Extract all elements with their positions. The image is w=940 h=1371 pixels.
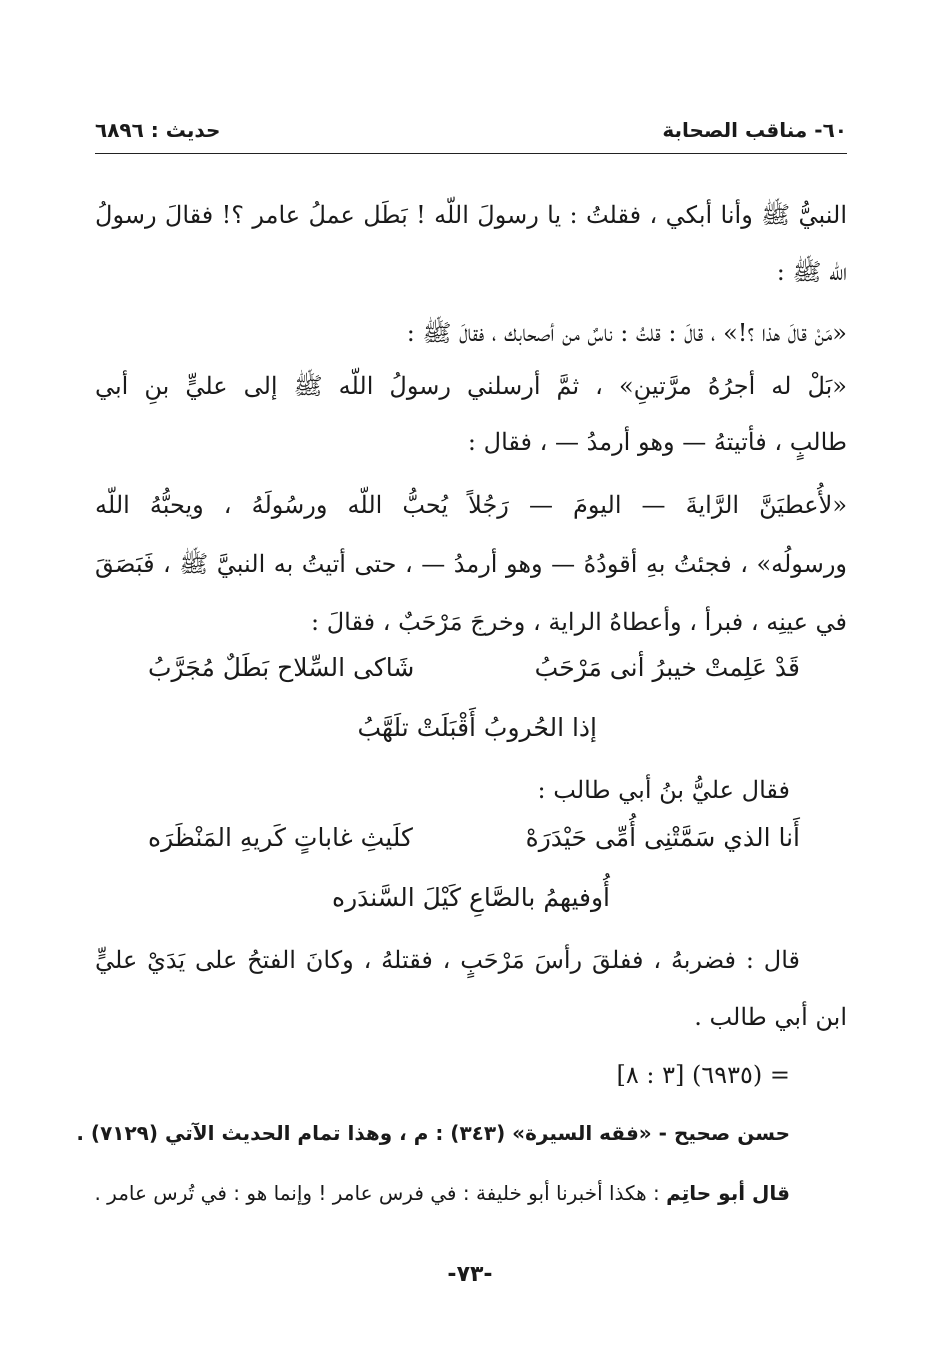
- verse-1-hemistich-left: شَاكى السِّلاح بَطَلٌ مُجَرَّبُ: [148, 653, 415, 682]
- body-line-2: اللّه ﷺ :: [776, 258, 847, 286]
- abu-hatim-note: [94, 1173, 790, 1213]
- body-line-9: قال : فضربهُ ، ففلقَ رأسَ مَرْحَبٍ ، فقتلهُ ، وكانَ الفتحُ على يَدَيْ عليٍّ: [95, 946, 800, 974]
- grading-note: حسن صحيح - «فقه السيرة» (٣٤٣) : م ، وهذا تمام الحديث الآتي (٧١٢٩) .: [76, 1121, 790, 1145]
- body-line-6: «لأُعطيَنَّ الرَّايةَ — اليومَ — رَجُلاً يُحبُّ اللّه ورسُولَهُ ، ويحبُّهُ اللّه: [95, 491, 847, 519]
- verse-2-hemistich-right: أَنا الذي سَمَّتْنِى أُمِّى حَيْدَرَهْ: [525, 823, 800, 852]
- verse-2-intro: فقال عليُّ بنُ أبي طالب :: [537, 776, 790, 804]
- header-rule: [95, 153, 847, 154]
- verse-1-tail: إذا الحُروبُ أَقْبَلَتْ تلَهَّبُ: [357, 713, 597, 742]
- abu-hatim-text: : هكذا أخبرنا أبو خليفة : في فرس عامر ! وإنما هو : في تُرس عامر .: [94, 1181, 667, 1205]
- body-line-4: «بَلْ له أجرُهُ مرَّتينِ» ، ثمَّ أرسلني رسولُ اللّه ﷺ إلى عليٍّ بنِ أبي: [95, 372, 847, 400]
- abu-hatim-label: قال أبو حاتِم: [666, 1181, 790, 1205]
- verse-1-hemistich-right: قَدْ عَلِمتْ خيبرُ أنى مَرْحَبُ: [534, 653, 800, 682]
- page-number: -٧٣-: [447, 1262, 493, 1287]
- hadith-reference: حديث : ٦٨٩٦: [95, 118, 221, 142]
- running-header: [95, 112, 847, 148]
- body-line-7: ورسولُه» ، فجئتُ بهِ أقودُهُ — وهو أرمدُ — ، حتى أتيتُ به النبيَّ ﷺ ، فَبَصَقَ: [95, 550, 847, 578]
- body-line-1: النبيُّ ﷺ وأنا أبكي ، فقلتُ : يا رسولَ اللّه ! بَطَل عملُ عامر ؟! فقالَ رسولُ: [95, 201, 847, 229]
- cross-reference: = (٦٩٣٥) [٣ : ٨]: [616, 1061, 790, 1089]
- verse-2-hemistich-left: كلَيثِ غاباتٍ كَريهِ المَنْظَرَه: [148, 823, 413, 852]
- verse-2-tail: أُوفيهمُ بالصَّاعِ كَيْلَ السَّندَره: [331, 883, 610, 912]
- chapter-title: ٦٠- مناقب الصحابة: [662, 118, 847, 142]
- body-line-10: ابن أبي طالب .: [694, 1003, 847, 1031]
- body-line-5: طالبٍ ، فأتيتهُ — وهو أرمدُ — ، فقال :: [467, 428, 847, 456]
- body-line-3: «مَنْ قالَ هذا ؟!» ، قالَ : قلتُ : ناسٌ من أصحابك ، فقالَ ﷺ :: [406, 319, 847, 347]
- body-line-8: في عينِه ، فبرأ ، وأعطاهُ الراية ، وخرجَ مَرْحَبٌ ، فقالَ :: [310, 608, 847, 636]
